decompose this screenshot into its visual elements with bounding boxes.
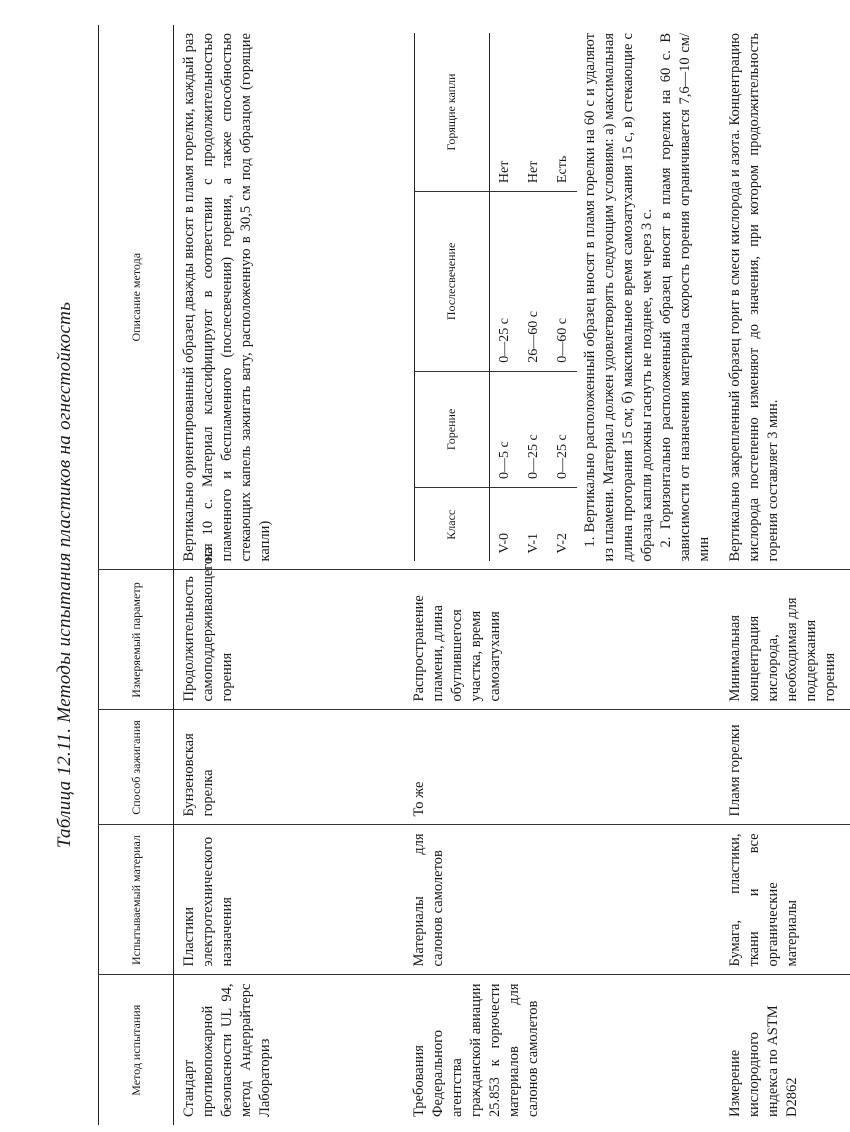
description-text: Вертикально ориентированный образец дважды вносят в пламя горелки, каждый раз на 10 с. Материал классифицируют в соответствии с продолжительностью пламенного и беспламенного (послесвечения) горения, а также способностью стекающих капель зажигать вату, расположенную в 30,5 см под образцом (горящие капли)	[181, 33, 273, 562]
class-table-header	[414, 33, 489, 562]
description-text: Вертикально закрепленный образец горит в смеси кислорода и азота. Концентрацию кислорода постепенно изменяют до значения, при котором продолжительность горения составляет 3 мин.	[726, 33, 781, 562]
class-cell: 0—25 с	[548, 371, 577, 487]
cell-ignition: То же	[404, 710, 720, 825]
class-cell: 0—60 с	[548, 192, 577, 372]
cell-material: Пластики электротехнического назначения	[174, 825, 404, 975]
header-parameter: Измеряемый параметр	[99, 570, 174, 710]
cell-description	[720, 25, 850, 570]
cell-material: Материалы для салонов самолетов	[404, 825, 720, 975]
class-cell: 0—25 с	[489, 192, 519, 372]
table-caption: Таблица 12.11. Методы испытания пластиков на огнестойкость	[54, 301, 75, 849]
class-header: Класс	[414, 488, 489, 562]
header-ignition: Способ зажигания	[99, 710, 174, 825]
class-header: Горение	[414, 371, 489, 487]
class-header: Послесвечение	[414, 192, 489, 372]
class-row	[519, 33, 548, 562]
class-cell: 26—60 с	[519, 192, 548, 372]
rotated-table-area	[40, 25, 838, 1125]
class-cell: 0—25 с	[519, 371, 548, 487]
class-cell: V-2	[548, 488, 577, 562]
table-row	[404, 25, 720, 1125]
cell-method: Измерение кислородного индекса по ASTM D2862	[720, 975, 850, 1125]
ul-class-table	[414, 33, 577, 562]
class-cell: Нет	[489, 33, 519, 192]
header-description: Описание метода	[99, 25, 174, 570]
methods-table	[98, 25, 850, 1125]
table-row	[174, 25, 404, 1125]
table-row	[720, 25, 850, 1125]
cell-parameter: Продолжительность самоподдерживающегося горения	[174, 570, 404, 710]
cell-description	[404, 25, 720, 570]
class-row	[489, 33, 519, 562]
class-header: Горящие капли	[414, 33, 489, 192]
description-paragraph: 2. Горизонтально расположенный образец вносят в пламя горелки на 60 с. В зависимости от назначения материала скорость горения ограничивается 7,6—10 см/мин	[657, 33, 712, 562]
header-method: Метод испытания	[99, 975, 174, 1125]
cell-material: Бумага, пластики, ткани и все органические материалы	[720, 825, 850, 975]
class-row	[548, 33, 577, 562]
cell-method: Требования Федерального агентства гражданской авиации 25.853 к горючести материалов для салонов самолетов	[404, 975, 720, 1125]
class-cell: V-0	[489, 488, 519, 562]
cell-description	[174, 25, 404, 570]
description-paragraph: 1. Вертикально расположенный образец вносят в пламя горелки на 60 с и удаляют из пламени. Материал должен удовлетворять следующим условиям: а) максимальная длина прогорания 15 см; б) максимальное время самозатухания 15 с, в) стекающие с образца капли должны гаснуть не позднее, чем через 3 с.	[581, 33, 655, 562]
class-cell: V-1	[519, 488, 548, 562]
cell-parameter: Минимальная концентрация кислорода, необходимая для поддержания горения	[720, 570, 850, 710]
cell-parameter: Распространение пламени, длина обуглившегося участка, время самозатухания	[404, 570, 720, 710]
header-row	[99, 25, 174, 1125]
cell-ignition: Бунзеновская горелка	[174, 710, 404, 825]
cell-ignition: Пламя горелки	[720, 710, 850, 825]
header-material: Испытываемый материал	[99, 825, 174, 975]
class-cell: 0—5 с	[489, 371, 519, 487]
class-cell: Есть	[548, 33, 577, 192]
cell-method: Стандарт противопожарной безопасности UL 94, метод Андеррайтерс Лабораториз	[174, 975, 404, 1125]
class-cell: Нет	[519, 33, 548, 192]
